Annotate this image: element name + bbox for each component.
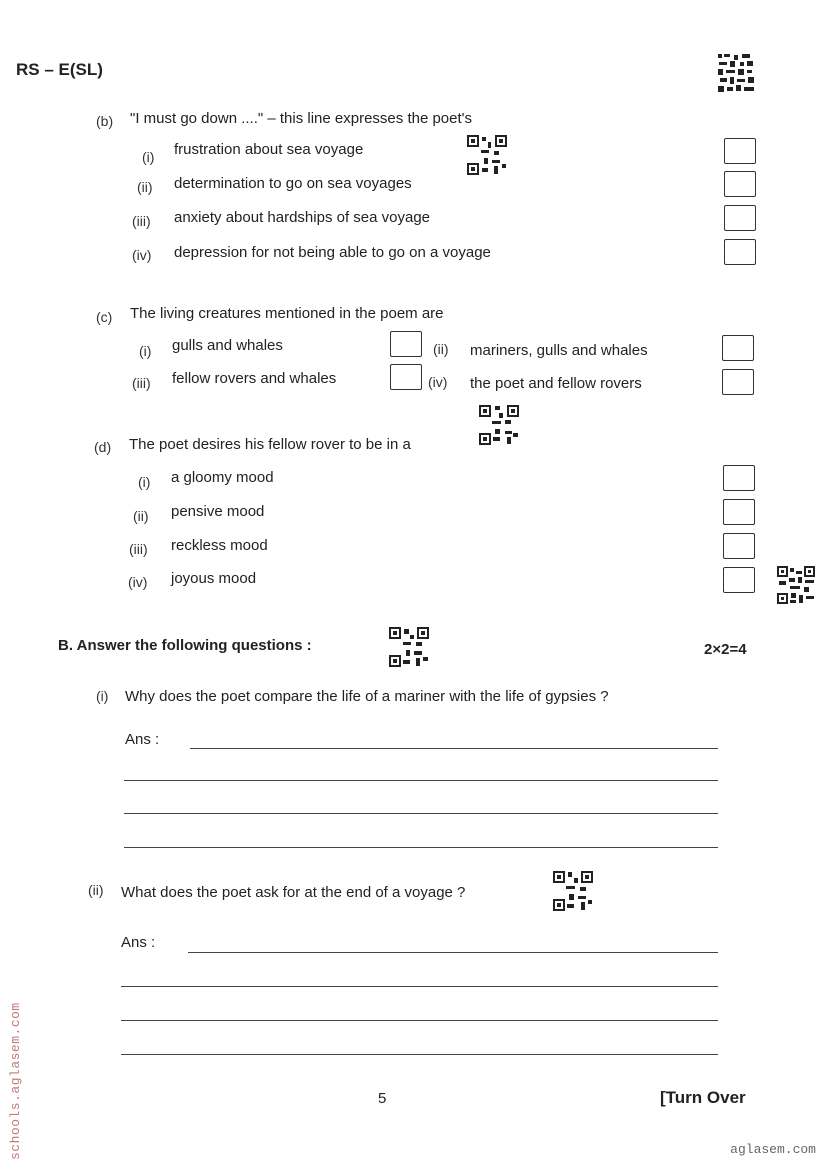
- paper-code: RS – E(SL): [16, 60, 103, 79]
- footer-watermark: aglasem.com: [730, 1142, 816, 1157]
- section-b-marks: 2×2=4: [704, 641, 747, 658]
- option-b-1-checkbox[interactable]: [724, 138, 756, 164]
- side-qr-code-icon: [776, 565, 816, 605]
- section-b-qr-code-icon: [388, 626, 432, 670]
- option-c-4-text: the poet and fellow rovers: [470, 375, 642, 392]
- option-c-1-num: (i): [139, 343, 152, 359]
- answer-line[interactable]: [188, 952, 718, 953]
- answer-line[interactable]: [121, 1054, 718, 1055]
- question-d-text: The poet desires his fellow rover to be in a: [129, 436, 411, 453]
- option-c-4-checkbox[interactable]: [722, 369, 754, 395]
- option-d-4-text: joyous mood: [171, 570, 257, 587]
- option-c-1-checkbox[interactable]: [390, 331, 422, 357]
- option-b-2-checkbox[interactable]: [724, 171, 756, 197]
- answer-line[interactable]: [190, 748, 718, 749]
- option-d-3-checkbox[interactable]: [723, 533, 755, 559]
- question-b-text: "I must go down ...." – this line expresses the poet's: [130, 110, 473, 127]
- section-b-heading: B. Answer the following questions :: [58, 637, 312, 654]
- question-d-label: (d): [94, 439, 112, 455]
- option-c-3-num: (iii): [132, 375, 151, 391]
- option-d-2-checkbox[interactable]: [723, 499, 755, 525]
- answer-line[interactable]: [124, 780, 718, 781]
- section-b-q1-text: Why does the poet compare the life of a mariner with the life of gypsies ?: [125, 688, 609, 705]
- answer-line[interactable]: [124, 847, 718, 848]
- option-c-2-text: mariners, gulls and whales: [470, 342, 648, 359]
- answer-line[interactable]: [121, 1020, 718, 1021]
- option-d-1-checkbox[interactable]: [723, 465, 755, 491]
- option-d-2-num: (ii): [133, 508, 149, 524]
- option-c-2-num: (ii): [433, 341, 449, 357]
- page-number: 5: [378, 1090, 387, 1107]
- answer-line[interactable]: [124, 813, 718, 814]
- section-b-q1-ans-label: Ans :: [125, 731, 160, 748]
- option-d-1-num: (i): [138, 474, 151, 490]
- option-b-3-num: (iii): [132, 213, 151, 229]
- option-b-4-checkbox[interactable]: [724, 239, 756, 265]
- section-b-q1-num: (i): [96, 688, 109, 704]
- section-b-q2-num: (ii): [88, 882, 104, 898]
- question-b-qr-code-icon: [466, 134, 510, 178]
- option-b-3-text: anxiety about hardships of sea voyage: [174, 209, 431, 226]
- option-d-1-text: a gloomy mood: [171, 469, 274, 486]
- header-qr-code-icon: [716, 52, 756, 94]
- option-d-2-text: pensive mood: [171, 503, 265, 520]
- option-d-4-checkbox[interactable]: [723, 567, 755, 593]
- option-b-4-num: (iv): [132, 247, 152, 263]
- option-b-4-text: depression for not being able to go on a voyage: [174, 244, 491, 261]
- answer-line[interactable]: [121, 986, 718, 987]
- option-b-1-text: frustration about sea voyage: [174, 141, 364, 158]
- option-c-2-checkbox[interactable]: [722, 335, 754, 361]
- section-b-q2-text: What does the poet ask for at the end of a voyage ?: [121, 884, 466, 901]
- option-b-2-text: determination to go on sea voyages: [174, 175, 412, 192]
- turn-over-label: [Turn Over: [660, 1088, 746, 1107]
- question-c-label: (c): [96, 309, 113, 325]
- question-c-text: The living creatures mentioned in the poem are: [130, 305, 444, 322]
- option-d-4-num: (iv): [128, 574, 148, 590]
- question-b-label: (b): [96, 113, 114, 129]
- section-b-q2-qr-code-icon: [552, 870, 596, 914]
- option-c-1-text: gulls and whales: [172, 337, 283, 354]
- section-b-q2-ans-label: Ans :: [121, 934, 156, 951]
- option-b-3-checkbox[interactable]: [724, 205, 756, 231]
- option-d-3-text: reckless mood: [171, 537, 268, 554]
- side-watermark: schools.aglasem.com: [8, 1002, 23, 1160]
- option-b-2-num: (ii): [137, 179, 153, 195]
- question-d-qr-code-icon: [478, 404, 522, 448]
- option-b-1-num: (i): [142, 149, 155, 165]
- option-c-3-text: fellow rovers and whales: [172, 370, 337, 387]
- option-c-4-num: (iv): [428, 374, 448, 390]
- option-d-3-num: (iii): [129, 541, 148, 557]
- option-c-3-checkbox[interactable]: [390, 364, 422, 390]
